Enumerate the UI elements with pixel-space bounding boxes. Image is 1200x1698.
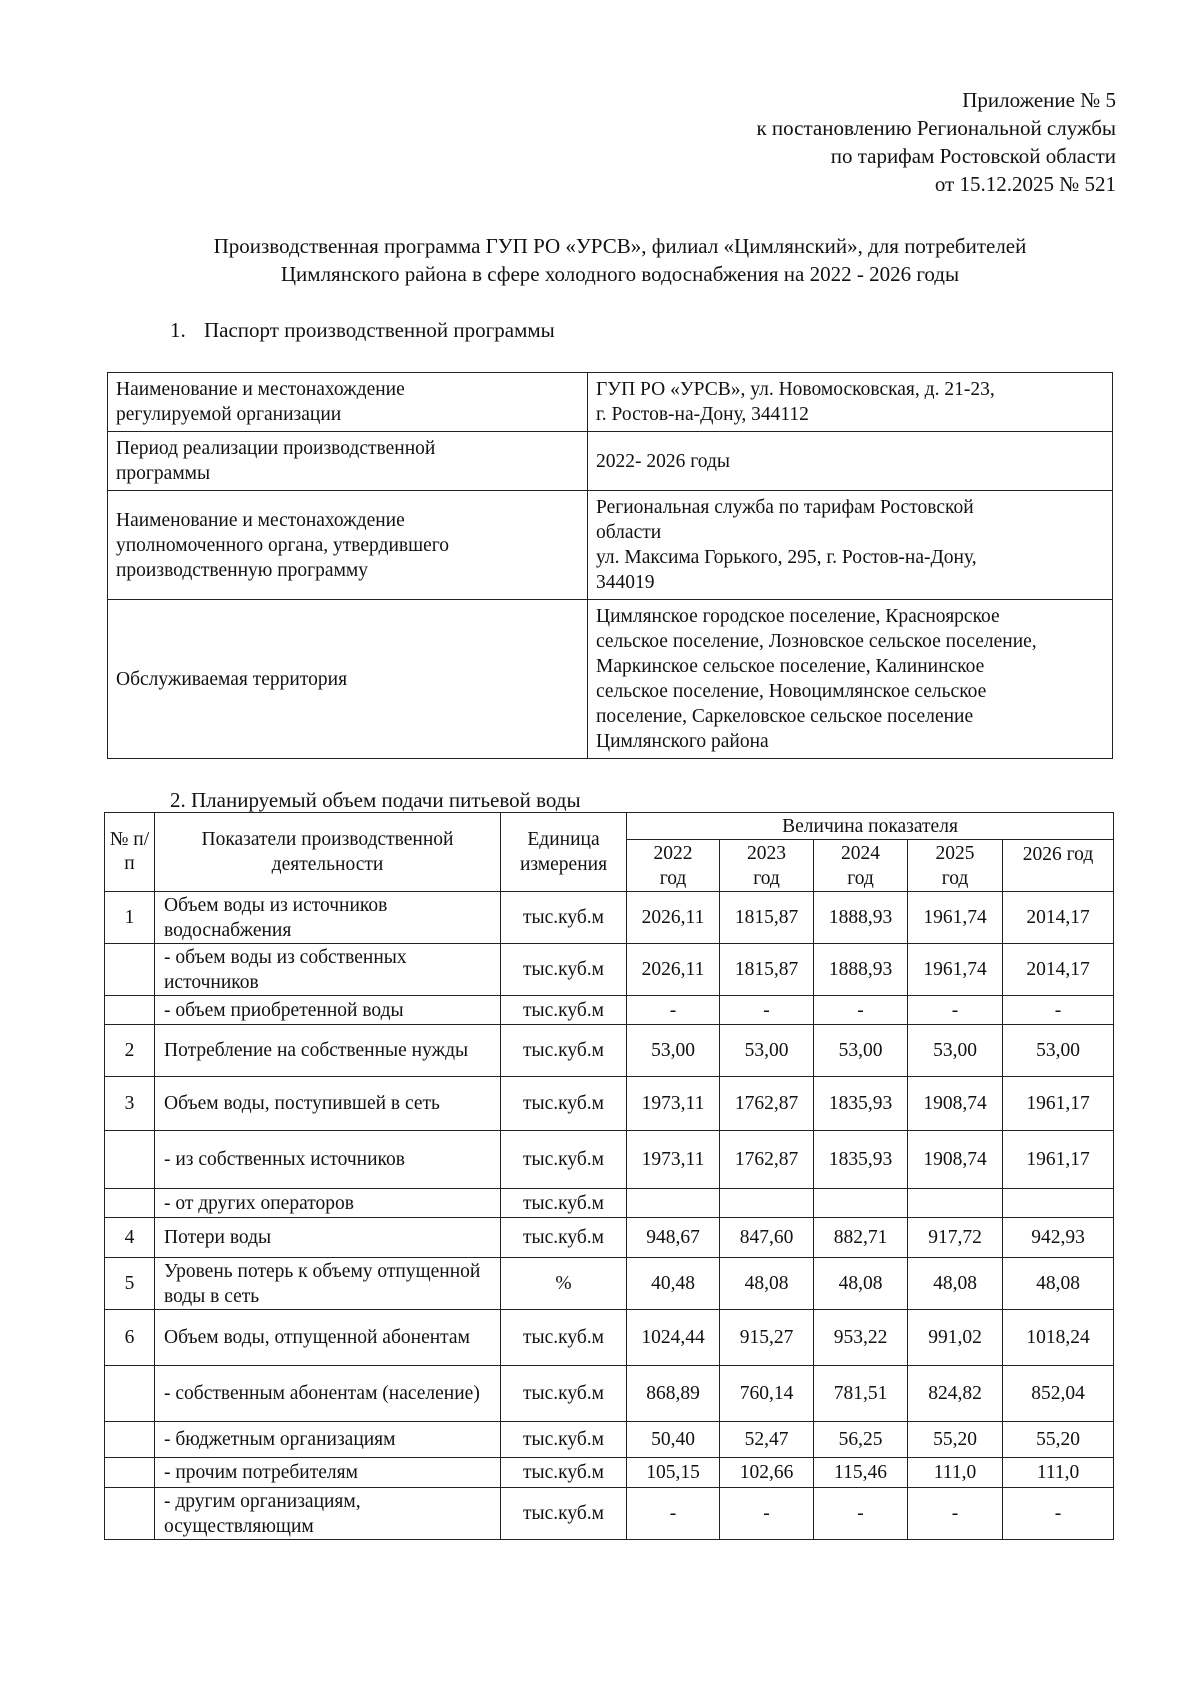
header-unit: Единица измерения: [501, 813, 627, 892]
header-num: № п/ п: [105, 813, 155, 892]
passport-value: [588, 600, 1113, 759]
row-value: [814, 1189, 908, 1218]
row-indicator: - от других операторов: [155, 1189, 501, 1218]
header-year: 2023 год: [720, 840, 814, 892]
row-value: 1835,93: [814, 1131, 908, 1189]
passport-label-line: Наименование и местонахождение: [116, 379, 405, 400]
table-row: [105, 1077, 1114, 1131]
row-value: 1815,87: [720, 892, 814, 944]
row-value: -: [627, 996, 720, 1025]
row-value: 1815,87: [720, 944, 814, 996]
passport-label: [108, 600, 588, 759]
row-value: 781,51: [814, 1366, 908, 1422]
row-value: 48,08: [814, 1258, 908, 1310]
table-row: [105, 1310, 1114, 1366]
row-value: -: [908, 996, 1003, 1025]
annex-line: Приложение № 5: [962, 88, 1116, 112]
table-row: [105, 1258, 1114, 1310]
passport-value-line: ул. Максима Горького, 295, г. Ростов-на-Дону,: [596, 547, 977, 568]
row-value: 915,27: [720, 1310, 814, 1366]
row-value: 991,02: [908, 1310, 1003, 1366]
row-indicator: - бюджетным организациям: [155, 1422, 501, 1458]
row-value: 48,08: [1003, 1258, 1114, 1310]
passport-value-line: г. Ростов-на-Дону, 344112: [596, 404, 809, 425]
row-value: 824,82: [908, 1366, 1003, 1422]
row-value: 948,67: [627, 1218, 720, 1258]
row-value: 953,22: [814, 1310, 908, 1366]
row-value: 53,00: [627, 1025, 720, 1077]
row-value: 1961,17: [1003, 1077, 1114, 1131]
row-value: 53,00: [908, 1025, 1003, 1077]
passport-value: [588, 491, 1113, 600]
row-value: 53,00: [1003, 1025, 1114, 1077]
row-number: [105, 1366, 155, 1422]
row-unit: тыс.куб.м: [501, 944, 627, 996]
passport-value-line: 344019: [596, 572, 655, 593]
table-row: [105, 1458, 1114, 1488]
row-value: 1961,17: [1003, 1131, 1114, 1189]
section-title: Паспорт производственной программы: [204, 318, 555, 342]
row-value: 1908,74: [908, 1131, 1003, 1189]
row-number: [105, 996, 155, 1025]
row-indicator: Объем воды, отпущенной абонентам: [155, 1310, 501, 1366]
header-year: 2025 год: [908, 840, 1003, 892]
passport-value-line: Цимлянское городское поселение, Красноярское: [596, 606, 1000, 627]
annex-line: к постановлению Региональной службы: [756, 116, 1116, 140]
row-value: 105,15: [627, 1458, 720, 1488]
row-value: 868,89: [627, 1366, 720, 1422]
row-value: 40,48: [627, 1258, 720, 1310]
row-unit: тыс.куб.м: [501, 1488, 627, 1540]
row-indicator: - из собственных источников: [155, 1131, 501, 1189]
row-unit: %: [501, 1258, 627, 1310]
row-value: 2026,11: [627, 892, 720, 944]
row-value: 55,20: [1003, 1422, 1114, 1458]
table-row: [105, 1218, 1114, 1258]
row-value: 115,46: [814, 1458, 908, 1488]
row-value: 1762,87: [720, 1077, 814, 1131]
passport-value-line: Цимлянского района: [596, 731, 769, 752]
row-value: 48,08: [908, 1258, 1003, 1310]
row-value: 55,20: [908, 1422, 1003, 1458]
row-indicator: Потери воды: [155, 1218, 501, 1258]
row-value: 1961,74: [908, 944, 1003, 996]
table-row: [105, 1025, 1114, 1077]
annex-block: [756, 86, 1116, 198]
table-row: [105, 1189, 1114, 1218]
row-number: [105, 1488, 155, 1540]
header-row: [105, 813, 1114, 840]
row-value: [908, 1189, 1003, 1218]
row-value: 102,66: [720, 1458, 814, 1488]
row-value: 917,72: [908, 1218, 1003, 1258]
row-value: 1961,74: [908, 892, 1003, 944]
row-value: -: [1003, 996, 1114, 1025]
header-group: Величина показателя: [627, 813, 1114, 840]
passport-value-line: 2022- 2026 годы: [596, 450, 730, 472]
row-value: 1888,93: [814, 892, 908, 944]
row-indicator: - собственным абонентам (население): [155, 1366, 501, 1422]
row-value: -: [627, 1488, 720, 1540]
row-value: 2026,11: [627, 944, 720, 996]
row-value: -: [1003, 1488, 1114, 1540]
row-number: 1: [105, 892, 155, 944]
row-indicator: - объем приобретенной воды: [155, 996, 501, 1025]
row-value: [627, 1189, 720, 1218]
section-1-heading: [170, 316, 555, 344]
row-value: 50,40: [627, 1422, 720, 1458]
row-value: 1018,24: [1003, 1310, 1114, 1366]
header-indicator: Показатели производственной деятельности: [155, 813, 501, 892]
section-number: 1.: [170, 318, 186, 342]
row-unit: тыс.куб.м: [501, 996, 627, 1025]
row-value: 111,0: [908, 1458, 1003, 1488]
title-line: Цимлянского района в сфере холодного водоснабжения на 2022 - 2026 годы: [280, 262, 960, 286]
row-value: 942,93: [1003, 1218, 1114, 1258]
row-value: -: [814, 996, 908, 1025]
document-title: [100, 232, 1140, 288]
passport-value-line: ГУП РО «УРСВ», ул. Новомосковская, д. 21-23,: [596, 379, 995, 400]
passport-label-line: программы: [116, 463, 211, 484]
passport-label-line: Обслуживаемая территория: [116, 668, 348, 690]
row-number: 2: [105, 1025, 155, 1077]
row-number: [105, 1189, 155, 1218]
row-unit: тыс.куб.м: [501, 1025, 627, 1077]
passport-label: [108, 432, 588, 491]
passport-value: [588, 432, 1113, 491]
annex-line: от 15.12.2025 № 521: [934, 172, 1116, 196]
row-number: 5: [105, 1258, 155, 1310]
passport-label-line: производственную программу: [116, 559, 369, 581]
row-unit: тыс.куб.м: [501, 1131, 627, 1189]
passport-label: [108, 373, 588, 432]
row-indicator: Уровень потерь к объему отпущенной воды в сеть: [155, 1258, 501, 1310]
row-indicator: Потребление на собственные нужды: [155, 1025, 501, 1077]
row-value: 111,0: [1003, 1458, 1114, 1488]
row-value: 2014,17: [1003, 944, 1114, 996]
row-value: -: [908, 1488, 1003, 1540]
table-row: [105, 1488, 1114, 1540]
passport-value-line: сельское поселение, Лозновское сельское поселение,: [596, 631, 1037, 652]
annex-line: по тарифам Ростовской области: [830, 144, 1116, 168]
row-value: -: [720, 996, 814, 1025]
passport-label-line: регулируемой организации: [116, 404, 342, 425]
passport-value-line: сельское поселение, Новоцимлянское сельское: [596, 681, 987, 702]
row-value: 52,47: [720, 1422, 814, 1458]
water-volume-table: [104, 812, 1114, 1540]
row-indicator: - прочим потребителям: [155, 1458, 501, 1488]
row-value: 882,71: [814, 1218, 908, 1258]
row-value: 53,00: [814, 1025, 908, 1077]
row-number: [105, 944, 155, 996]
table-row: [105, 944, 1114, 996]
row-value: -: [720, 1488, 814, 1540]
row-unit: тыс.куб.м: [501, 1366, 627, 1422]
row-value: 1024,44: [627, 1310, 720, 1366]
title-line: Производственная программа ГУП РО «УРСВ», филиал «Цимлянский», для потребителей: [213, 234, 1027, 258]
row-value: 48,08: [720, 1258, 814, 1310]
row-value: 1973,11: [627, 1077, 720, 1131]
passport-label-line: Период реализации производственной: [116, 438, 436, 459]
row-number: 4: [105, 1218, 155, 1258]
row-indicator: - другим организациям, осуществляющим: [155, 1488, 501, 1540]
table-row: [105, 996, 1114, 1025]
row-number: [105, 1458, 155, 1488]
passport-table: [107, 372, 1113, 759]
row-unit: тыс.куб.м: [501, 892, 627, 944]
row-value: 53,00: [720, 1025, 814, 1077]
passport-value-line: Региональная служба по тарифам Ростовской: [596, 497, 974, 518]
row-value: 56,25: [814, 1422, 908, 1458]
row-number: [105, 1131, 155, 1189]
passport-value-line: области: [596, 522, 662, 543]
row-indicator: - объем воды из собственных источников: [155, 944, 501, 996]
row-value: [720, 1189, 814, 1218]
row-value: 2014,17: [1003, 892, 1114, 944]
row-number: [105, 1422, 155, 1458]
row-unit: тыс.куб.м: [501, 1189, 627, 1218]
passport-value: [588, 373, 1113, 432]
passport-row: [108, 432, 1113, 491]
passport-label: [108, 491, 588, 600]
row-value: 847,60: [720, 1218, 814, 1258]
row-indicator: Объем воды из источников водоснабжения: [155, 892, 501, 944]
row-value: 1888,93: [814, 944, 908, 996]
row-unit: тыс.куб.м: [501, 1218, 627, 1258]
row-unit: тыс.куб.м: [501, 1310, 627, 1366]
table-row: [105, 1366, 1114, 1422]
row-unit: тыс.куб.м: [501, 1077, 627, 1131]
header-year: 2026 год: [1003, 840, 1114, 892]
passport-row: [108, 373, 1113, 432]
row-value: [1003, 1189, 1114, 1218]
row-value: -: [814, 1488, 908, 1540]
passport-value-line: поселение, Саркеловское сельское поселение: [596, 706, 974, 727]
passport-label-line: уполномоченного органа, утвердившего: [116, 534, 450, 556]
passport-value-line: Маркинское сельское поселение, Калининское: [596, 656, 985, 677]
passport-label-line: Наименование и местонахождение: [116, 509, 405, 531]
table-row: [105, 1422, 1114, 1458]
header-year: 2022 год: [627, 840, 720, 892]
row-unit: тыс.куб.м: [501, 1458, 627, 1488]
passport-row: [108, 491, 1113, 600]
row-number: 6: [105, 1310, 155, 1366]
row-indicator: Объем воды, поступившей в сеть: [155, 1077, 501, 1131]
row-value: 1762,87: [720, 1131, 814, 1189]
passport-row: [108, 600, 1113, 759]
row-value: 760,14: [720, 1366, 814, 1422]
row-value: 1835,93: [814, 1077, 908, 1131]
row-value: 1908,74: [908, 1077, 1003, 1131]
section-2-heading: 2. Планируемый объем подачи питьевой воды: [170, 788, 581, 812]
row-number: 3: [105, 1077, 155, 1131]
row-value: 1973,11: [627, 1131, 720, 1189]
table-row: [105, 892, 1114, 944]
header-year: 2024 год: [814, 840, 908, 892]
row-value: 852,04: [1003, 1366, 1114, 1422]
row-unit: тыс.куб.м: [501, 1422, 627, 1458]
table-row: [105, 1131, 1114, 1189]
